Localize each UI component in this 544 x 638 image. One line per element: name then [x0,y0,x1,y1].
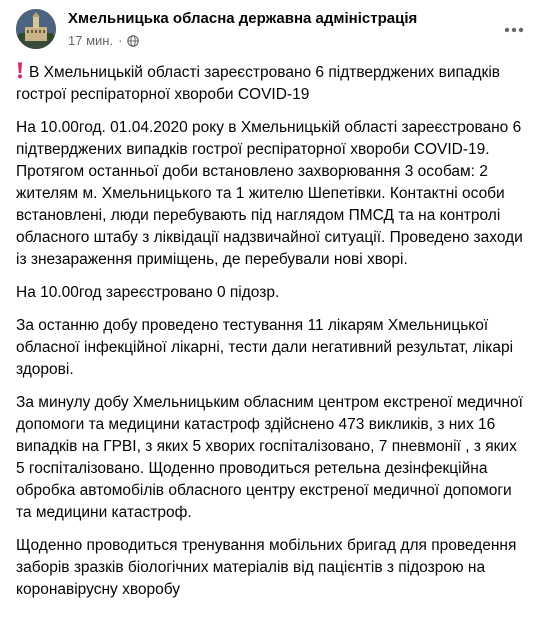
post-meta [68,33,139,48]
post-timestamp[interactable]: 17 мин. [68,33,114,48]
post-body [16,62,528,612]
post-paragraph-6: Щоденно проводиться тренування мобільних бригад для проведення заборів зразків біологічних матеріалів від пацієнтів з підозрою на коронавірусну хворобу [16,537,517,598]
more-options-icon [504,27,524,33]
more-options-button[interactable] [496,12,532,48]
post-header [0,0,544,60]
post-paragraph-2: На 10.00год. 01.04.2020 року в Хмельницькій області зареєстровано 6 підтверджених випадків гострої респіраторної хвороби COVID-19. Протягом останньої доби встановлено захворювання 3 особам: 2 жителям м. Хмельницького та 1 жителю Шепетівки. Контактні особи встановлені, люди перебувають під наглядом ПМСД та на контролі обласного штабу з ліквідації надзвичайної ситуації. Проведено заходи із знезараження приміщень, де перебували нові хворі. [16,119,523,268]
post-paragraph-3: На 10.00год зареєстровано 0 підозр. [16,284,280,301]
building-avatar-icon [16,9,56,49]
post-paragraph-1: В Хмельницькій області зареєстровано 6 підтверджених випадків гострої респіраторної хвороби COVID-19 [16,64,500,103]
globe-icon[interactable] [127,35,139,47]
post-paragraph-5: За минулу добу Хмельницьким обласним центром екстреної медичної допомоги та медицини катастроф здійснено 473 викликів, з них 16 випадків на ГРВІ, з яких 5 хворих госпіталізовано, 7 пневмонії , з яких 5 госпіталізовано. Щоденно проводиться ретельна дезінфекційна обробка автомобілів обласного центру екстреної медичної допомоги та медицини катастроф. [16,394,523,521]
red-exclamation-icon [16,62,24,79]
post-paragraph-4: За останню добу проведено тестування 11 лікарям Хмельницької обласної інфекційної лікарні, тести дали негативний результат, лікарі здорові. [16,317,514,378]
meta-separator: · [118,33,123,48]
page-avatar[interactable] [16,9,56,49]
post-headline [16,62,528,106]
page-name-link[interactable]: Хмельницька обласна державна адміністрація [68,10,418,27]
